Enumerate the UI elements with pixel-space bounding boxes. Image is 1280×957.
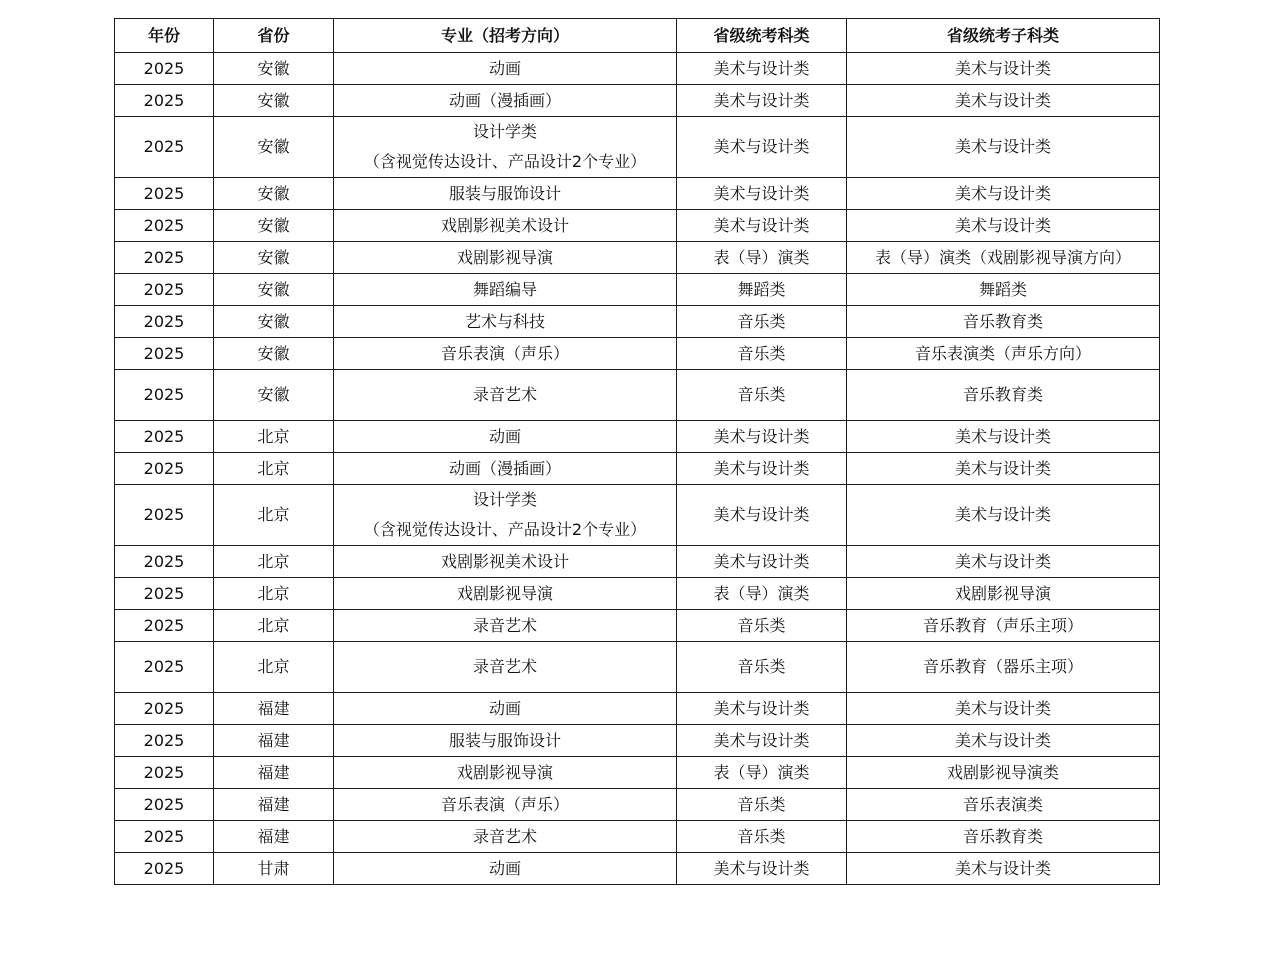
major-name: 动画: [488, 58, 521, 78]
header-province: 省份: [214, 19, 334, 53]
cell-major: [334, 853, 677, 885]
major-name: 设计学类: [472, 490, 537, 509]
cell-province: 安徽: [214, 338, 334, 370]
table-row: [115, 306, 1160, 338]
cell-subcategory: 美术与设计类: [847, 725, 1160, 757]
cell-province: 安徽: [214, 178, 334, 210]
cell-category: 音乐类: [677, 338, 847, 370]
table-row: [115, 578, 1160, 610]
major-name: 舞蹈编导: [472, 279, 537, 299]
cell-subcategory: 音乐表演类: [847, 789, 1160, 821]
cell-subcategory: 戏剧影视导演: [847, 578, 1160, 610]
cell-subcategory: 美术与设计类: [847, 53, 1160, 85]
cell-year: 2025: [115, 370, 214, 421]
cell-category: 美术与设计类: [677, 178, 847, 210]
cell-major: [334, 274, 677, 306]
header-row: [115, 19, 1160, 53]
major-name: 录音艺术: [472, 826, 537, 846]
major-name: 动画（漫插画）: [448, 90, 561, 110]
cell-major: [334, 725, 677, 757]
cell-major: [334, 757, 677, 789]
cell-year: 2025: [115, 853, 214, 885]
cell-subcategory: 美术与设计类: [847, 853, 1160, 885]
cell-subcategory: 音乐教育类: [847, 821, 1160, 853]
cell-province: 安徽: [214, 306, 334, 338]
table-row: [115, 757, 1160, 789]
header-major: 专业（招考方向）: [334, 19, 677, 53]
cell-subcategory: 音乐教育类: [847, 370, 1160, 421]
table-row: [115, 242, 1160, 274]
cell-province: 安徽: [214, 370, 334, 421]
major-name: 戏剧影视美术设计: [440, 215, 569, 235]
cell-year: 2025: [115, 306, 214, 338]
cell-province: 安徽: [214, 117, 334, 178]
cell-year: 2025: [115, 274, 214, 306]
cell-major: [334, 453, 677, 485]
major-name: 音乐表演（声乐）: [440, 343, 569, 363]
cell-province: 福建: [214, 693, 334, 725]
header-subcategory: 省级统考子科类: [847, 19, 1160, 53]
major-note: （含视觉传达设计、产品设计2个专业）: [363, 152, 647, 171]
cell-subcategory: 音乐表演类（声乐方向）: [847, 338, 1160, 370]
cell-subcategory: 戏剧影视导演类: [847, 757, 1160, 789]
major-name: 动画: [488, 858, 521, 878]
major-name: 动画: [488, 698, 521, 718]
major-name: 服装与服饰设计: [448, 183, 561, 203]
cell-province: 安徽: [214, 210, 334, 242]
table-row: [115, 485, 1160, 546]
cell-year: 2025: [115, 210, 214, 242]
cell-year: 2025: [115, 789, 214, 821]
major-name: 戏剧影视美术设计: [440, 551, 569, 571]
major-name: 设计学类: [472, 122, 537, 141]
table-row: [115, 274, 1160, 306]
table-row: [115, 370, 1160, 421]
cell-category: 音乐类: [677, 610, 847, 642]
cell-category: 美术与设计类: [677, 485, 847, 546]
cell-major: [334, 53, 677, 85]
cell-major: [334, 242, 677, 274]
cell-province: 甘肃: [214, 853, 334, 885]
cell-category: 音乐类: [677, 821, 847, 853]
cell-year: 2025: [115, 485, 214, 546]
cell-category: 美术与设计类: [677, 210, 847, 242]
cell-category: 舞蹈类: [677, 274, 847, 306]
table-row: [115, 546, 1160, 578]
major-name: 录音艺术: [472, 657, 537, 676]
cell-subcategory: 音乐教育（声乐主项）: [847, 610, 1160, 642]
table-row: [115, 210, 1160, 242]
major-name: 动画: [488, 426, 521, 446]
cell-year: 2025: [115, 178, 214, 210]
table-row: [115, 53, 1160, 85]
cell-subcategory: 美术与设计类: [847, 178, 1160, 210]
cell-province: 福建: [214, 725, 334, 757]
cell-province: 北京: [214, 578, 334, 610]
table-row: [115, 338, 1160, 370]
cell-province: 北京: [214, 546, 334, 578]
cell-major: [334, 85, 677, 117]
table-row: [115, 725, 1160, 757]
cell-major: [334, 485, 677, 546]
cell-province: 安徽: [214, 85, 334, 117]
table-row: [115, 117, 1160, 178]
cell-subcategory: 美术与设计类: [847, 546, 1160, 578]
cell-year: 2025: [115, 338, 214, 370]
cell-subcategory: 美术与设计类: [847, 693, 1160, 725]
table-row: [115, 642, 1160, 693]
cell-year: 2025: [115, 642, 214, 693]
cell-major: [334, 338, 677, 370]
cell-category: 美术与设计类: [677, 725, 847, 757]
cell-subcategory: 美术与设计类: [847, 421, 1160, 453]
header-category: 省级统考科类: [677, 19, 847, 53]
major-name: 录音艺术: [472, 385, 537, 404]
cell-province: 北京: [214, 421, 334, 453]
cell-category: 音乐类: [677, 370, 847, 421]
cell-year: 2025: [115, 453, 214, 485]
table-row: [115, 693, 1160, 725]
cell-category: 美术与设计类: [677, 546, 847, 578]
cell-subcategory: 美术与设计类: [847, 117, 1160, 178]
cell-province: 福建: [214, 757, 334, 789]
cell-year: 2025: [115, 578, 214, 610]
cell-category: 美术与设计类: [677, 117, 847, 178]
table-row: [115, 421, 1160, 453]
major-name: 戏剧影视导演: [456, 247, 553, 267]
cell-major: [334, 306, 677, 338]
cell-major: [334, 117, 677, 178]
cell-subcategory: 美术与设计类: [847, 210, 1160, 242]
cell-province: 安徽: [214, 53, 334, 85]
cell-category: 音乐类: [677, 789, 847, 821]
cell-major: [334, 210, 677, 242]
cell-year: 2025: [115, 53, 214, 85]
cell-province: 北京: [214, 453, 334, 485]
cell-category: 表（导）演类: [677, 757, 847, 789]
cell-subcategory: 美术与设计类: [847, 85, 1160, 117]
cell-major: [334, 578, 677, 610]
cell-category: 音乐类: [677, 642, 847, 693]
major-name: 服装与服饰设计: [448, 730, 561, 750]
table-row: [115, 453, 1160, 485]
cell-year: 2025: [115, 546, 214, 578]
cell-subcategory: 美术与设计类: [847, 485, 1160, 546]
cell-year: 2025: [115, 610, 214, 642]
cell-major: [334, 642, 677, 693]
cell-subcategory: 音乐教育（器乐主项）: [847, 642, 1160, 693]
cell-year: 2025: [115, 693, 214, 725]
table-row: [115, 85, 1160, 117]
table-row: [115, 178, 1160, 210]
cell-major: [334, 789, 677, 821]
cell-category: 美术与设计类: [677, 85, 847, 117]
cell-category: 美术与设计类: [677, 693, 847, 725]
cell-major: [334, 693, 677, 725]
cell-category: 美术与设计类: [677, 453, 847, 485]
cell-subcategory: 音乐教育类: [847, 306, 1160, 338]
major-name: 戏剧影视导演: [456, 583, 553, 603]
cell-year: 2025: [115, 757, 214, 789]
table-body: [115, 53, 1160, 885]
cell-subcategory: 表（导）演类（戏剧影视导演方向）: [847, 242, 1160, 274]
cell-province: 安徽: [214, 242, 334, 274]
cell-major: [334, 546, 677, 578]
cell-subcategory: 美术与设计类: [847, 453, 1160, 485]
cell-province: 北京: [214, 610, 334, 642]
major-name: 艺术与科技: [464, 311, 545, 331]
major-name: 戏剧影视导演: [456, 762, 553, 782]
cell-category: 音乐类: [677, 306, 847, 338]
cell-province: 福建: [214, 789, 334, 821]
cell-province: 北京: [214, 642, 334, 693]
cell-subcategory: 舞蹈类: [847, 274, 1160, 306]
cell-major: [334, 421, 677, 453]
cell-category: 美术与设计类: [677, 421, 847, 453]
cell-year: 2025: [115, 821, 214, 853]
admissions-table: [114, 18, 1160, 885]
cell-year: 2025: [115, 242, 214, 274]
table-row: [115, 610, 1160, 642]
cell-province: 北京: [214, 485, 334, 546]
cell-major: [334, 178, 677, 210]
major-name: 动画（漫插画）: [448, 458, 561, 478]
header-year: 年份: [115, 19, 214, 53]
cell-year: 2025: [115, 85, 214, 117]
cell-category: 美术与设计类: [677, 53, 847, 85]
cell-major: [334, 370, 677, 421]
cell-province: 安徽: [214, 274, 334, 306]
table-row: [115, 821, 1160, 853]
cell-year: 2025: [115, 421, 214, 453]
cell-category: 表（导）演类: [677, 242, 847, 274]
major-name: 录音艺术: [472, 615, 537, 635]
cell-category: 表（导）演类: [677, 578, 847, 610]
table-row: [115, 789, 1160, 821]
cell-year: 2025: [115, 117, 214, 178]
table-row: [115, 853, 1160, 885]
cell-major: [334, 610, 677, 642]
cell-major: [334, 821, 677, 853]
major-name: 音乐表演（声乐）: [440, 794, 569, 814]
cell-category: 美术与设计类: [677, 853, 847, 885]
cell-year: 2025: [115, 725, 214, 757]
cell-province: 福建: [214, 821, 334, 853]
major-note: （含视觉传达设计、产品设计2个专业）: [363, 520, 647, 539]
